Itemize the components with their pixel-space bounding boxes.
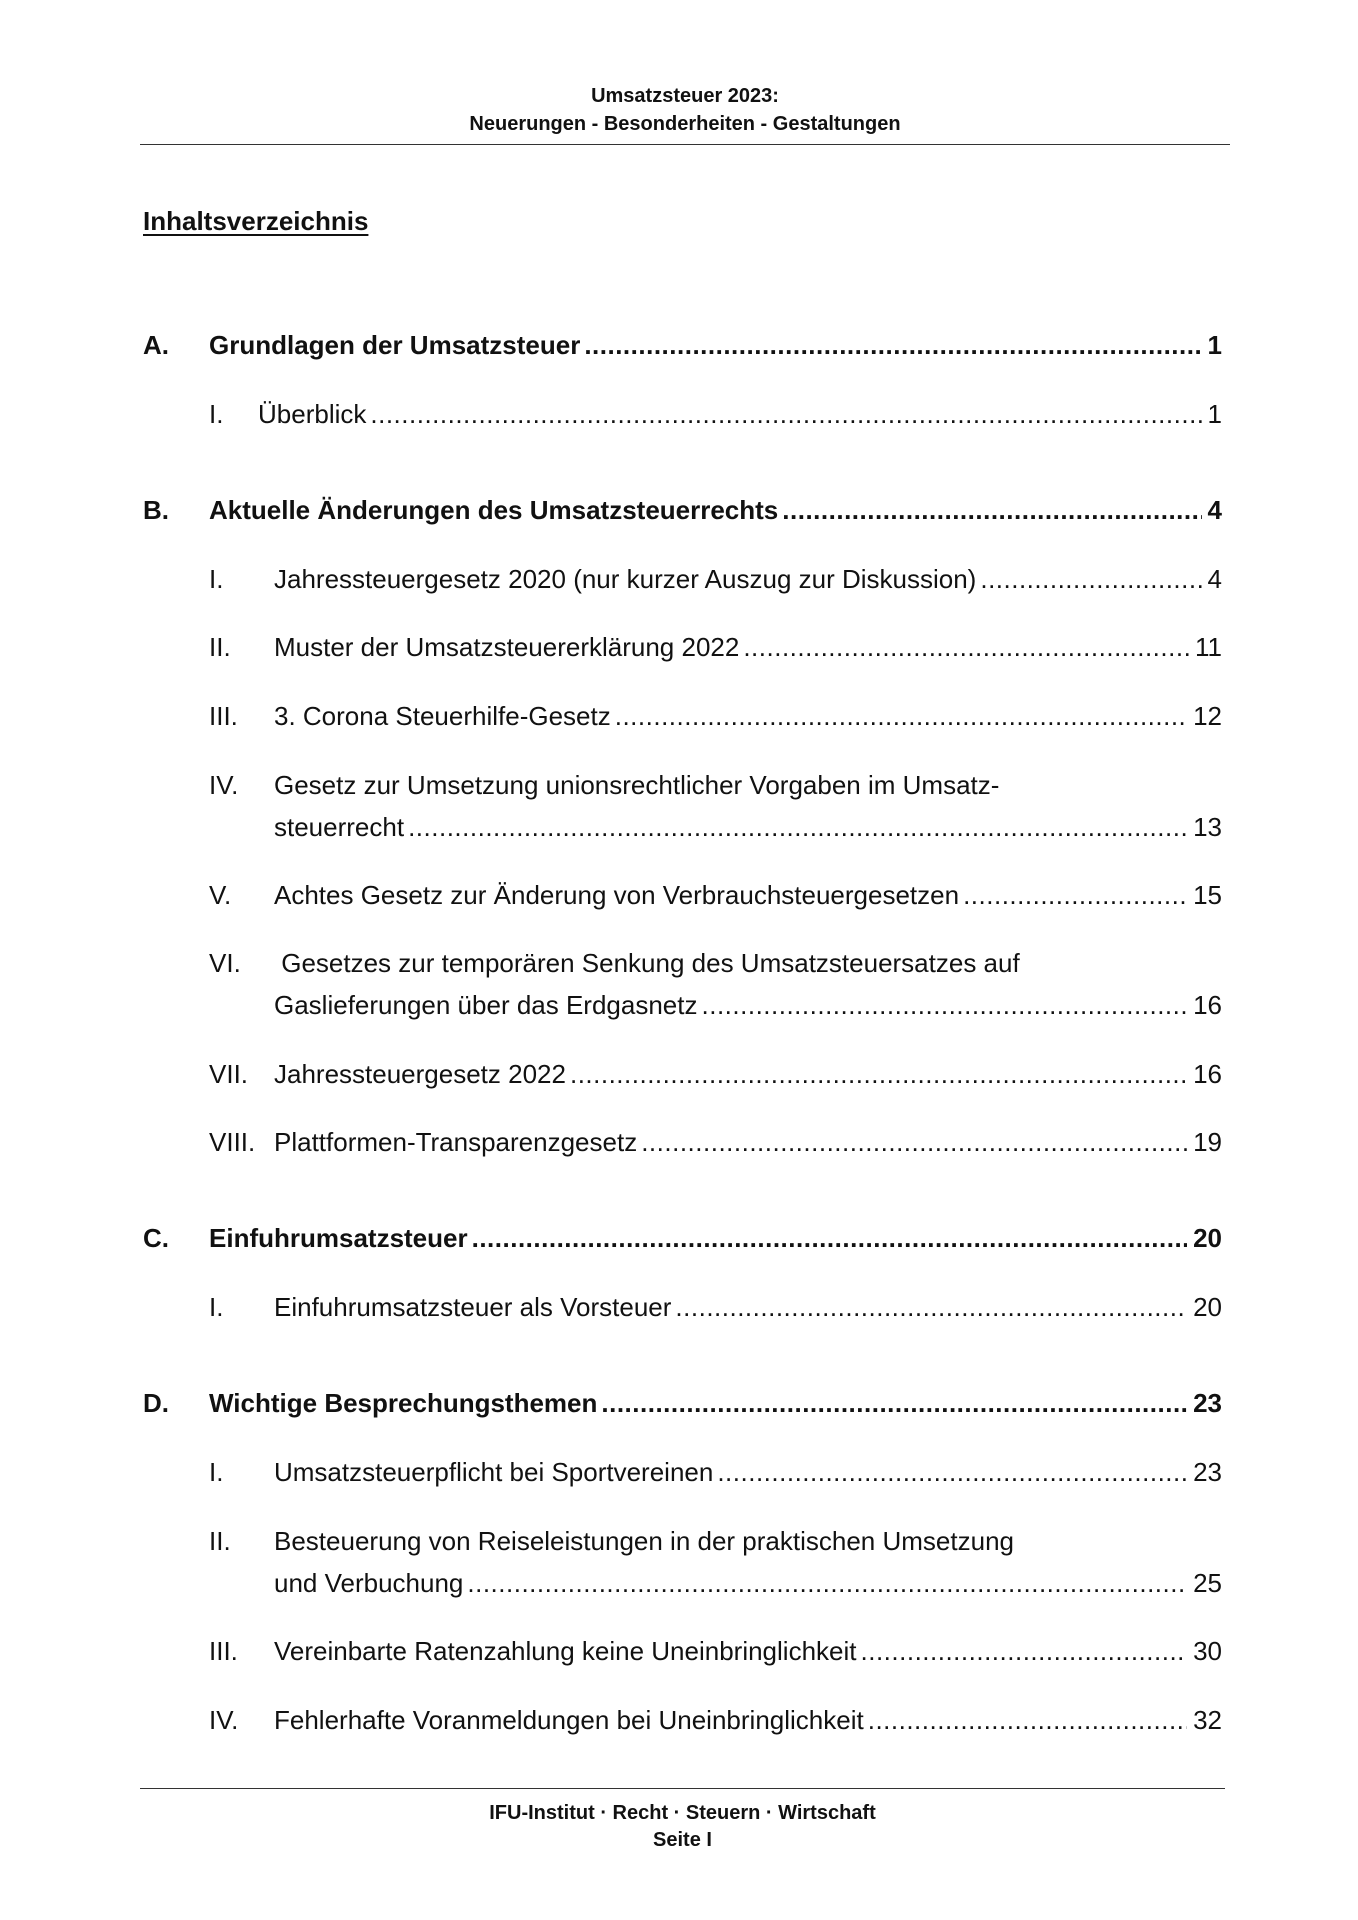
toc-page: 23 bbox=[1193, 1457, 1222, 1487]
toc-title: Jahressteuergesetz 2022 bbox=[274, 1059, 566, 1089]
toc-page: 16 bbox=[1193, 990, 1222, 1020]
toc-title: 3. Corona Steuerhilfe-Gesetz bbox=[274, 701, 611, 731]
toc-leader bbox=[702, 990, 1188, 1021]
toc-number: III. bbox=[209, 1636, 238, 1666]
toc-title-line1: Besteuerung von Reiseleistungen in der praktischen Umsetzung bbox=[274, 1526, 1014, 1556]
toc-title-line1: Gesetzes zur temporären Senkung des Umsatzsteuersatzes auf bbox=[274, 948, 1020, 978]
footer-divider bbox=[140, 1788, 1225, 1789]
toc-leader bbox=[570, 1059, 1187, 1090]
toc-number: I. bbox=[209, 564, 224, 594]
toc-page: 1 bbox=[1207, 399, 1222, 429]
toc-leader bbox=[370, 399, 1201, 430]
header-subtitle: Neuerungen - Besonderheiten - Gestaltungen bbox=[469, 113, 901, 135]
toc-page: 15 bbox=[1193, 880, 1222, 910]
page-footer bbox=[140, 1800, 1225, 1854]
toc-title-line2: und Verbuchung bbox=[274, 1568, 464, 1598]
toc-page: 1 bbox=[1207, 330, 1222, 360]
toc-number: C. bbox=[143, 1223, 169, 1253]
toc-title: Einfuhrumsatzsteuer bbox=[209, 1223, 468, 1253]
toc-page: 11 bbox=[1195, 632, 1222, 662]
toc-page: 30 bbox=[1193, 1636, 1222, 1666]
toc-page: 23 bbox=[1193, 1388, 1222, 1418]
toc-number: B. bbox=[143, 495, 169, 525]
toc-leader bbox=[641, 1127, 1187, 1158]
toc-leader bbox=[675, 1292, 1187, 1323]
toc-page: 4 bbox=[1207, 564, 1222, 594]
toc-title: Fehlerhafte Voranmeldungen bei Uneinbringlichkeit bbox=[274, 1705, 864, 1735]
toc-leader bbox=[963, 880, 1187, 911]
toc-title: Grundlagen der Umsatzsteuer bbox=[209, 330, 581, 360]
toc-number: IV. bbox=[209, 1705, 239, 1735]
toc-title: Aktuelle Änderungen des Umsatzsteuerrechts bbox=[209, 495, 779, 525]
toc-leader bbox=[861, 1636, 1188, 1667]
toc-page: 16 bbox=[1193, 1059, 1222, 1089]
toc-leader bbox=[868, 1705, 1187, 1736]
footer-institute: IFU-Institut · Recht · Steuern · Wirtschaft bbox=[489, 1802, 876, 1824]
toc-title: Umsatzsteuerpflicht bei Sportvereinen bbox=[274, 1457, 714, 1487]
toc-leader bbox=[980, 564, 1201, 595]
toc-page: 20 bbox=[1193, 1223, 1222, 1253]
toc-number: VII. bbox=[209, 1059, 249, 1089]
toc-number: A. bbox=[143, 330, 169, 360]
toc-heading: Inhaltsverzeichnis bbox=[143, 206, 369, 236]
toc-title-line2: steuerrecht bbox=[274, 812, 405, 842]
footer-page-number: Seite I bbox=[653, 1829, 712, 1851]
toc-title-line1: Gesetz zur Umsetzung unionsrechtlicher Vorgaben im Umsatz- bbox=[274, 770, 1000, 800]
toc-number: VI. bbox=[209, 948, 241, 978]
toc-number: II. bbox=[209, 632, 231, 662]
toc-title-line2: Gaslieferungen über das Erdgasnetz bbox=[274, 990, 698, 1020]
header-divider bbox=[140, 144, 1230, 145]
toc-number: V. bbox=[209, 880, 232, 910]
toc-number: III. bbox=[209, 701, 238, 731]
page-header bbox=[140, 82, 1230, 138]
toc-leader bbox=[615, 701, 1187, 732]
toc-page: 20 bbox=[1193, 1292, 1222, 1322]
toc-leader bbox=[782, 495, 1201, 526]
toc-page: 13 bbox=[1193, 812, 1222, 842]
toc-number: IV. bbox=[209, 770, 239, 800]
toc-leader bbox=[472, 1223, 1187, 1254]
toc-title: Plattformen-Transparenzgesetz bbox=[274, 1127, 638, 1157]
toc-title: Wichtige Besprechungsthemen bbox=[209, 1388, 598, 1418]
toc-leader bbox=[467, 1568, 1187, 1599]
toc-number: VIII. bbox=[209, 1127, 256, 1157]
toc-page: 32 bbox=[1193, 1705, 1222, 1735]
toc-page: 12 bbox=[1193, 701, 1222, 731]
toc-leader bbox=[584, 330, 1201, 361]
toc-number: II. bbox=[209, 1526, 231, 1556]
toc-title: Jahressteuergesetz 2020 (nur kurzer Auszug zur Diskussion) bbox=[274, 564, 977, 594]
toc-leader bbox=[717, 1457, 1187, 1488]
toc-leader bbox=[601, 1388, 1187, 1419]
toc-title: Muster der Umsatzsteuererklärung 2022 bbox=[274, 632, 740, 662]
toc-number: I. bbox=[209, 1292, 224, 1322]
toc-number: I. bbox=[209, 1457, 224, 1487]
toc-page: 4 bbox=[1207, 495, 1222, 525]
toc-title: Achtes Gesetz zur Änderung von Verbrauchsteuergesetzen bbox=[274, 880, 960, 910]
toc-page: 25 bbox=[1193, 1568, 1222, 1598]
toc-leader bbox=[743, 632, 1189, 663]
toc-title: Einfuhrumsatzsteuer als Vorsteuer bbox=[274, 1292, 672, 1322]
toc-number: I. bbox=[209, 399, 224, 429]
toc-title: Überblick bbox=[258, 399, 367, 429]
header-title: Umsatzsteuer 2023: bbox=[591, 85, 779, 107]
toc-title: Vereinbarte Ratenzahlung keine Uneinbringlichkeit bbox=[274, 1636, 857, 1666]
toc-page: 19 bbox=[1193, 1127, 1222, 1157]
toc-leader bbox=[408, 812, 1187, 843]
toc-number: D. bbox=[143, 1388, 169, 1418]
